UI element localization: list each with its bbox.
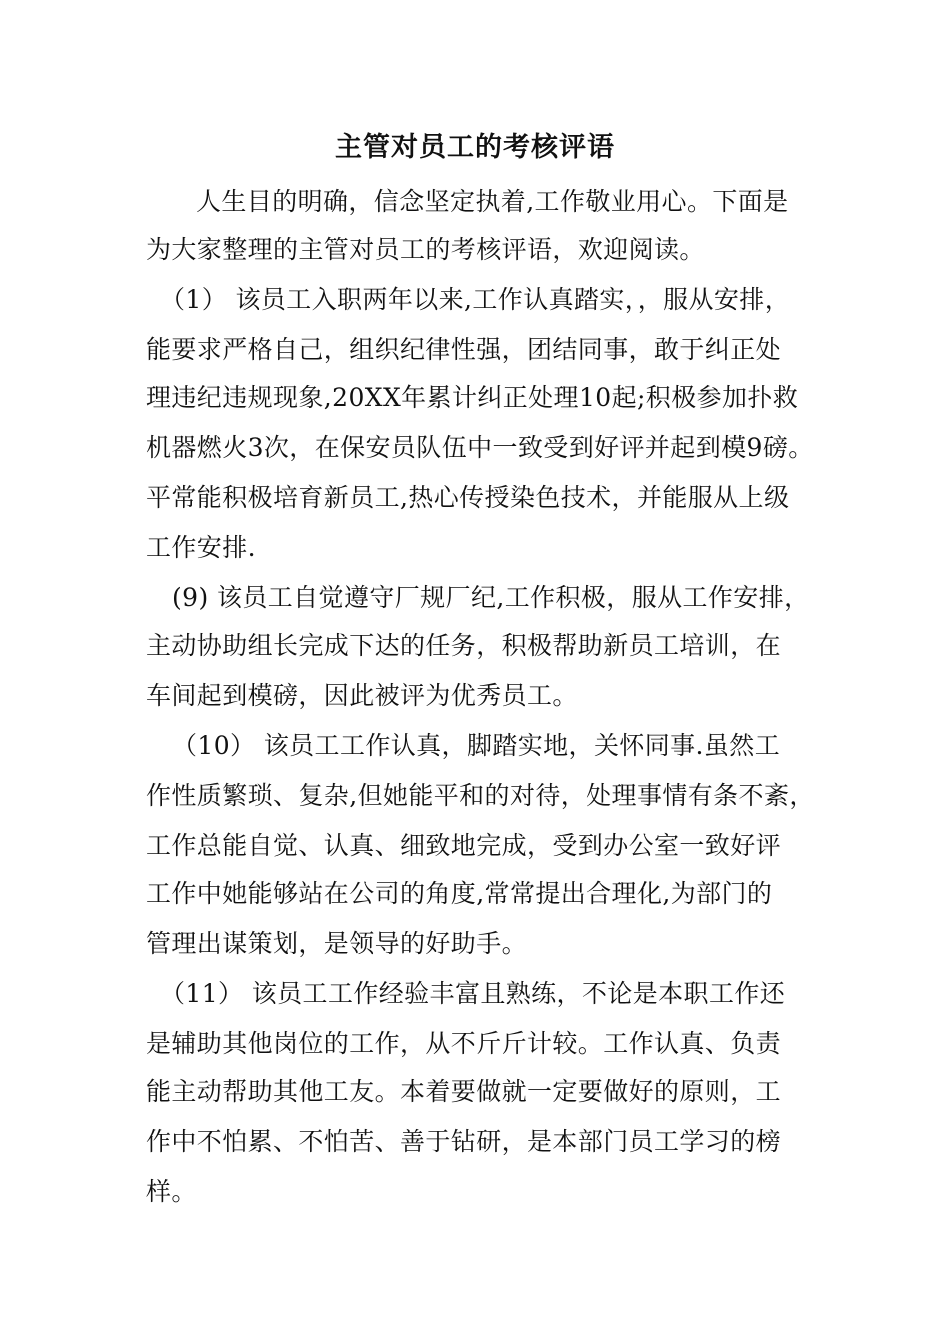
text-line: 作中不怕累、不怕苦、善于钻研，是本部门员工学习的榜: [146, 1127, 782, 1156]
text-line: 作性质繁琐、复杂,但她能平和的对待，处理事情有条不紊，: [146, 781, 815, 810]
text-line: 主动协助组长完成下达的任务，积极帮助新员工培训，在: [146, 631, 782, 660]
text-line: （10） 该员工工作认真，脚踏实地，关怀同事.虽然工: [172, 731, 781, 760]
text-line: 工作安排.: [146, 533, 256, 562]
text-line: 工作中她能够站在公司的角度,常常提出合理化,为部门的: [146, 879, 773, 908]
text-line: 车间起到模磅，因此被评为优秀员工。: [146, 681, 578, 710]
text-line: (9) 该员工自觉遵守厂规厂纪,工作积极，服从工作安排，: [172, 583, 810, 612]
text-line: 机器燃火3次，在保安员队伍中一致受到好评并起到模9磅。: [146, 433, 814, 462]
text-line: 理违纪违规现象,20XX年累计纠正处理10起;积极参加扑救: [146, 383, 799, 412]
text-line: 管理出谋策划，是领导的好助手。: [146, 929, 528, 958]
text-line: 人生目的明确，信念坚定执着,工作敬业用心。下面是: [196, 187, 789, 216]
text-line: 样。: [146, 1177, 197, 1206]
text-line: （1） 该员工入职两年以来,工作认真踏实，，服从安排，: [160, 285, 791, 314]
text-line: （11） 该员工工作经验丰富且熟练，不论是本职工作还: [160, 979, 786, 1008]
text-line: 能要求严格自己，组织纪律性强，团结同事，敢于纠正处: [146, 335, 782, 364]
text-line: 是辅助其他岗位的工作，从不斤斤计较。工作认真、负责: [146, 1029, 782, 1058]
text-line: 平常能积极培育新员工,热心传授染色技术，并能服从上级: [146, 483, 790, 512]
document-title: 主管对员工的考核评语: [335, 132, 615, 163]
text-line: 为大家整理的主管对员工的考核评语，欢迎阅读。: [146, 235, 705, 264]
text-line: 能主动帮助其他工友。本着要做就一定要做好的原则，工: [146, 1077, 782, 1106]
text-line: 工作总能自觉、认真、细致地完成，受到办公室一致好评: [146, 831, 782, 860]
